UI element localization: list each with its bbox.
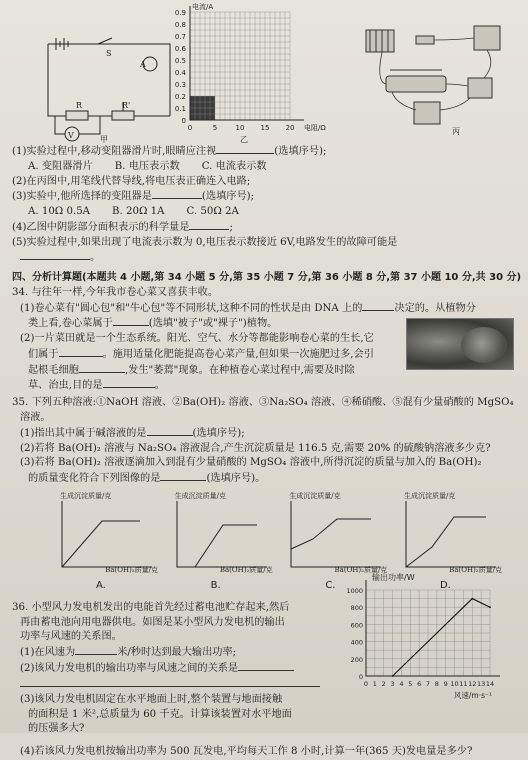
y-tick-label: 0.9 bbox=[174, 9, 186, 17]
y-axis-label: 输出功率/W bbox=[372, 573, 415, 582]
power-point bbox=[471, 598, 473, 600]
q33-part2: (2)在丙图中,用笔线代替导线,将电压表正确连入电路; bbox=[12, 175, 251, 187]
y-tick-label: 200 bbox=[350, 655, 363, 664]
rheostat-label: R' bbox=[122, 101, 131, 110]
x-tick-label: 14 bbox=[485, 680, 495, 688]
q35-line4: 的质量变化符合下列图像的是 (选填序号)。 bbox=[28, 473, 266, 485]
x-tick-label: 10 bbox=[235, 124, 245, 132]
y-tick-label: 0 bbox=[358, 673, 363, 681]
q33-part4: (4)乙图中阴影部分面积表示的科学量是 ; bbox=[12, 221, 233, 233]
q34-line4: 们属于 。施用适量化肥能提高卷心菜产量,但如果一次施肥过多,会引 bbox=[28, 348, 374, 360]
q33-part3: (3)实验中,他所选择的变阻器是 (选填序号); bbox=[12, 191, 255, 203]
q33-part1-options: A. 变阻器滑片 B. 电压表示数 C. 电流表示数 bbox=[28, 160, 267, 172]
x-tick-label: 0 bbox=[187, 124, 193, 132]
x-tick-label: 1 bbox=[372, 680, 377, 688]
x-tick-label: 13 bbox=[477, 680, 486, 688]
x-tick-label: 5 bbox=[408, 680, 413, 688]
power-curve bbox=[393, 599, 490, 676]
x-axis-label: 电阻/Ω bbox=[304, 124, 326, 132]
x-tick-label: 9 bbox=[443, 680, 448, 688]
x-tick-label: 0 bbox=[363, 680, 369, 688]
current-resistance-graph bbox=[162, 2, 352, 144]
ammeter-label: A bbox=[140, 60, 146, 69]
axis-lines bbox=[366, 580, 500, 676]
y-tick-label: 0.8 bbox=[174, 21, 186, 29]
x-tick-label: 11 bbox=[459, 680, 468, 688]
q34-line5: 起根毛细胞 ,发生"萎蔫"现象。在种植卷心菜过程中,需要及时除 bbox=[28, 364, 355, 376]
q34-line6: 草、治虫,目的是 。 bbox=[28, 380, 165, 392]
q36-line2: 再由蓄电池向用电器供电。如图是某小型风力发电机的输出 bbox=[20, 616, 285, 628]
q35-line3: (3)若将 Ba(OH)₂ 溶液逐滴加入到混有少量硝酸的 MgSO₄ 溶液中,所得沉淀的质量与加入的 Ba(OH)₂ bbox=[20, 457, 482, 469]
q35-graph-b: 生成沉淀质量/克 Ba(OH)₂质量/克 B. bbox=[174, 491, 273, 591]
q33-part5-answer: 。 bbox=[12, 250, 516, 266]
q34-line1: (1)卷心菜有"圆心包"和"牛心包"等不同形状,这种不同的性状是由 DNA 上的 决定的。从植物分 bbox=[20, 302, 476, 314]
switch-label: S bbox=[106, 49, 112, 58]
q36-part1: (1)在风速为 米/秒时达到最大输出功率; bbox=[20, 647, 237, 659]
q34-intro: 34. 与往年一样,今年我市卷心菜又喜获丰收。 bbox=[12, 286, 219, 298]
section-four-heading: 四、分析计算题(本题共 4 小题,第 34 小题 5 分,第 35 小题 7 分,第 36 小题 8 分,第 37 小题 10 分,共 30 分) bbox=[12, 272, 522, 284]
x-tick-label: 10 bbox=[450, 680, 459, 688]
cabbage-photo bbox=[406, 318, 514, 370]
q35-intro-cont: 溶液。 bbox=[20, 412, 51, 423]
q36-line3: 功率与风速的关系图。 bbox=[20, 631, 122, 643]
x-axis-label: 风速/m·s⁻¹ bbox=[453, 691, 492, 700]
y-tick-label: 0.7 bbox=[174, 33, 186, 41]
q36-part4: (4)若该风力发电机按输出功率为 500 瓦发电,平均每天工作 8 小时,计算一年(365 天)发电量是多少? bbox=[20, 746, 473, 758]
x-tick-label: 5 bbox=[212, 124, 218, 132]
q36-part3-cont2: 的压强多大? bbox=[28, 723, 85, 735]
power-point bbox=[489, 606, 491, 608]
q34-line3: (2)一片菜田就是一个生态系统。阳光、空气、水分等都能影响卷心菜的生长,它 bbox=[20, 333, 374, 345]
q34-line2: 类上看,卷心菜属于 (选填"被子"或"裸子")植物。 bbox=[28, 318, 278, 330]
circuit-caption: 甲 bbox=[100, 135, 108, 144]
voltmeter-label: V bbox=[68, 131, 74, 140]
x-tick-label: 2 bbox=[381, 680, 386, 688]
x-tick-label: 4 bbox=[399, 680, 404, 688]
q35-graph-c: 生成沉淀质量/克 Ba(OH)₂质量/克 C. bbox=[289, 491, 388, 591]
x-tick-label: 15 bbox=[260, 124, 270, 132]
y-tick-label: 600 bbox=[350, 621, 363, 630]
y-tick-label: 1000 bbox=[346, 587, 363, 595]
graph-caption: 乙 bbox=[240, 135, 248, 144]
y-tick-label: 0.4 bbox=[174, 69, 186, 77]
y-tick-label: 0.5 bbox=[174, 57, 186, 65]
q36-part3: (3)该风力发电机固定在水平地面上时,整个装置与地面接触 bbox=[20, 693, 283, 705]
circuit-diagram bbox=[20, 16, 180, 146]
y-tick-label: 800 bbox=[350, 604, 363, 613]
q36-part2: (2)该风力发电机的输出功率与风速之间的关系是 bbox=[12, 661, 516, 677]
apparatus-diagram bbox=[356, 12, 526, 132]
x-tick-label: 6 bbox=[417, 680, 422, 688]
y-tick-label: 0.1 bbox=[174, 105, 186, 113]
x-tick-label: 20 bbox=[285, 124, 295, 132]
q35-line2: (2)若将 Ba(OH)₂ 溶液与 Na₂SO₄ 溶液混合,产生沉淀质量是 116.5 克,需要 20% 的硫酸钠溶液多少克? bbox=[20, 442, 491, 454]
x-tick-label: 8 bbox=[434, 680, 439, 688]
q35-graph-d: 生成沉淀质量/克 Ba(OH)₂质量/克 D. bbox=[403, 491, 502, 591]
q35-line1: (1)指出其中属于碱溶液的是 (选填序号); bbox=[20, 427, 245, 439]
figures-row bbox=[12, 2, 516, 144]
q35-graph-a: 生成沉淀质量/克 Ba(OH)₂质量/克 A. bbox=[60, 491, 158, 591]
wind-power-chart bbox=[330, 572, 516, 700]
y-tick-label: 0.3 bbox=[174, 81, 186, 89]
x-tick-label: 12 bbox=[468, 680, 477, 688]
q33-part1: (1)实验过程中,移动变阻器滑片时,眼睛应注视 (选填序号); bbox=[12, 146, 327, 157]
x-tick-label: 7 bbox=[425, 680, 431, 688]
q33-part3-options: A. 10Ω 0.5A B. 20Ω 1A C. 50Ω 2A bbox=[28, 206, 239, 218]
y-tick-label: 0 bbox=[181, 117, 186, 125]
q36-line1: 36. 小型风力发电机发出的电能首先经过蓄电池贮存起来,然后 bbox=[12, 601, 290, 613]
q35-intro: 35. 下列五种溶液:①NaOH 溶液、②Ba(OH)₂ 溶液、③Na₂SO₄ 溶液、④稀硝酸、⑤混有少量硝酸的 MgSO₄ bbox=[12, 397, 514, 409]
apparatus-caption: 丙 bbox=[452, 127, 460, 136]
resistor-label: R bbox=[76, 101, 83, 110]
x-tick-label: 3 bbox=[390, 680, 395, 688]
y-tick-label: 0.2 bbox=[174, 93, 186, 101]
q33-part5: (5)实验过程中,如果出现了电流表示数为 0,电压表示数接近 6V,电路发生的故障可能是 bbox=[12, 236, 398, 248]
y-tick-label: 0.6 bbox=[174, 45, 186, 53]
y-axis-label: 电流/A bbox=[192, 3, 214, 11]
q36-part3-cont: 的面积是 1 米²,总质量为 60 千克。计算该装置对水平地面 bbox=[28, 708, 292, 720]
y-tick-label: 400 bbox=[350, 638, 363, 647]
power-point bbox=[392, 675, 394, 677]
